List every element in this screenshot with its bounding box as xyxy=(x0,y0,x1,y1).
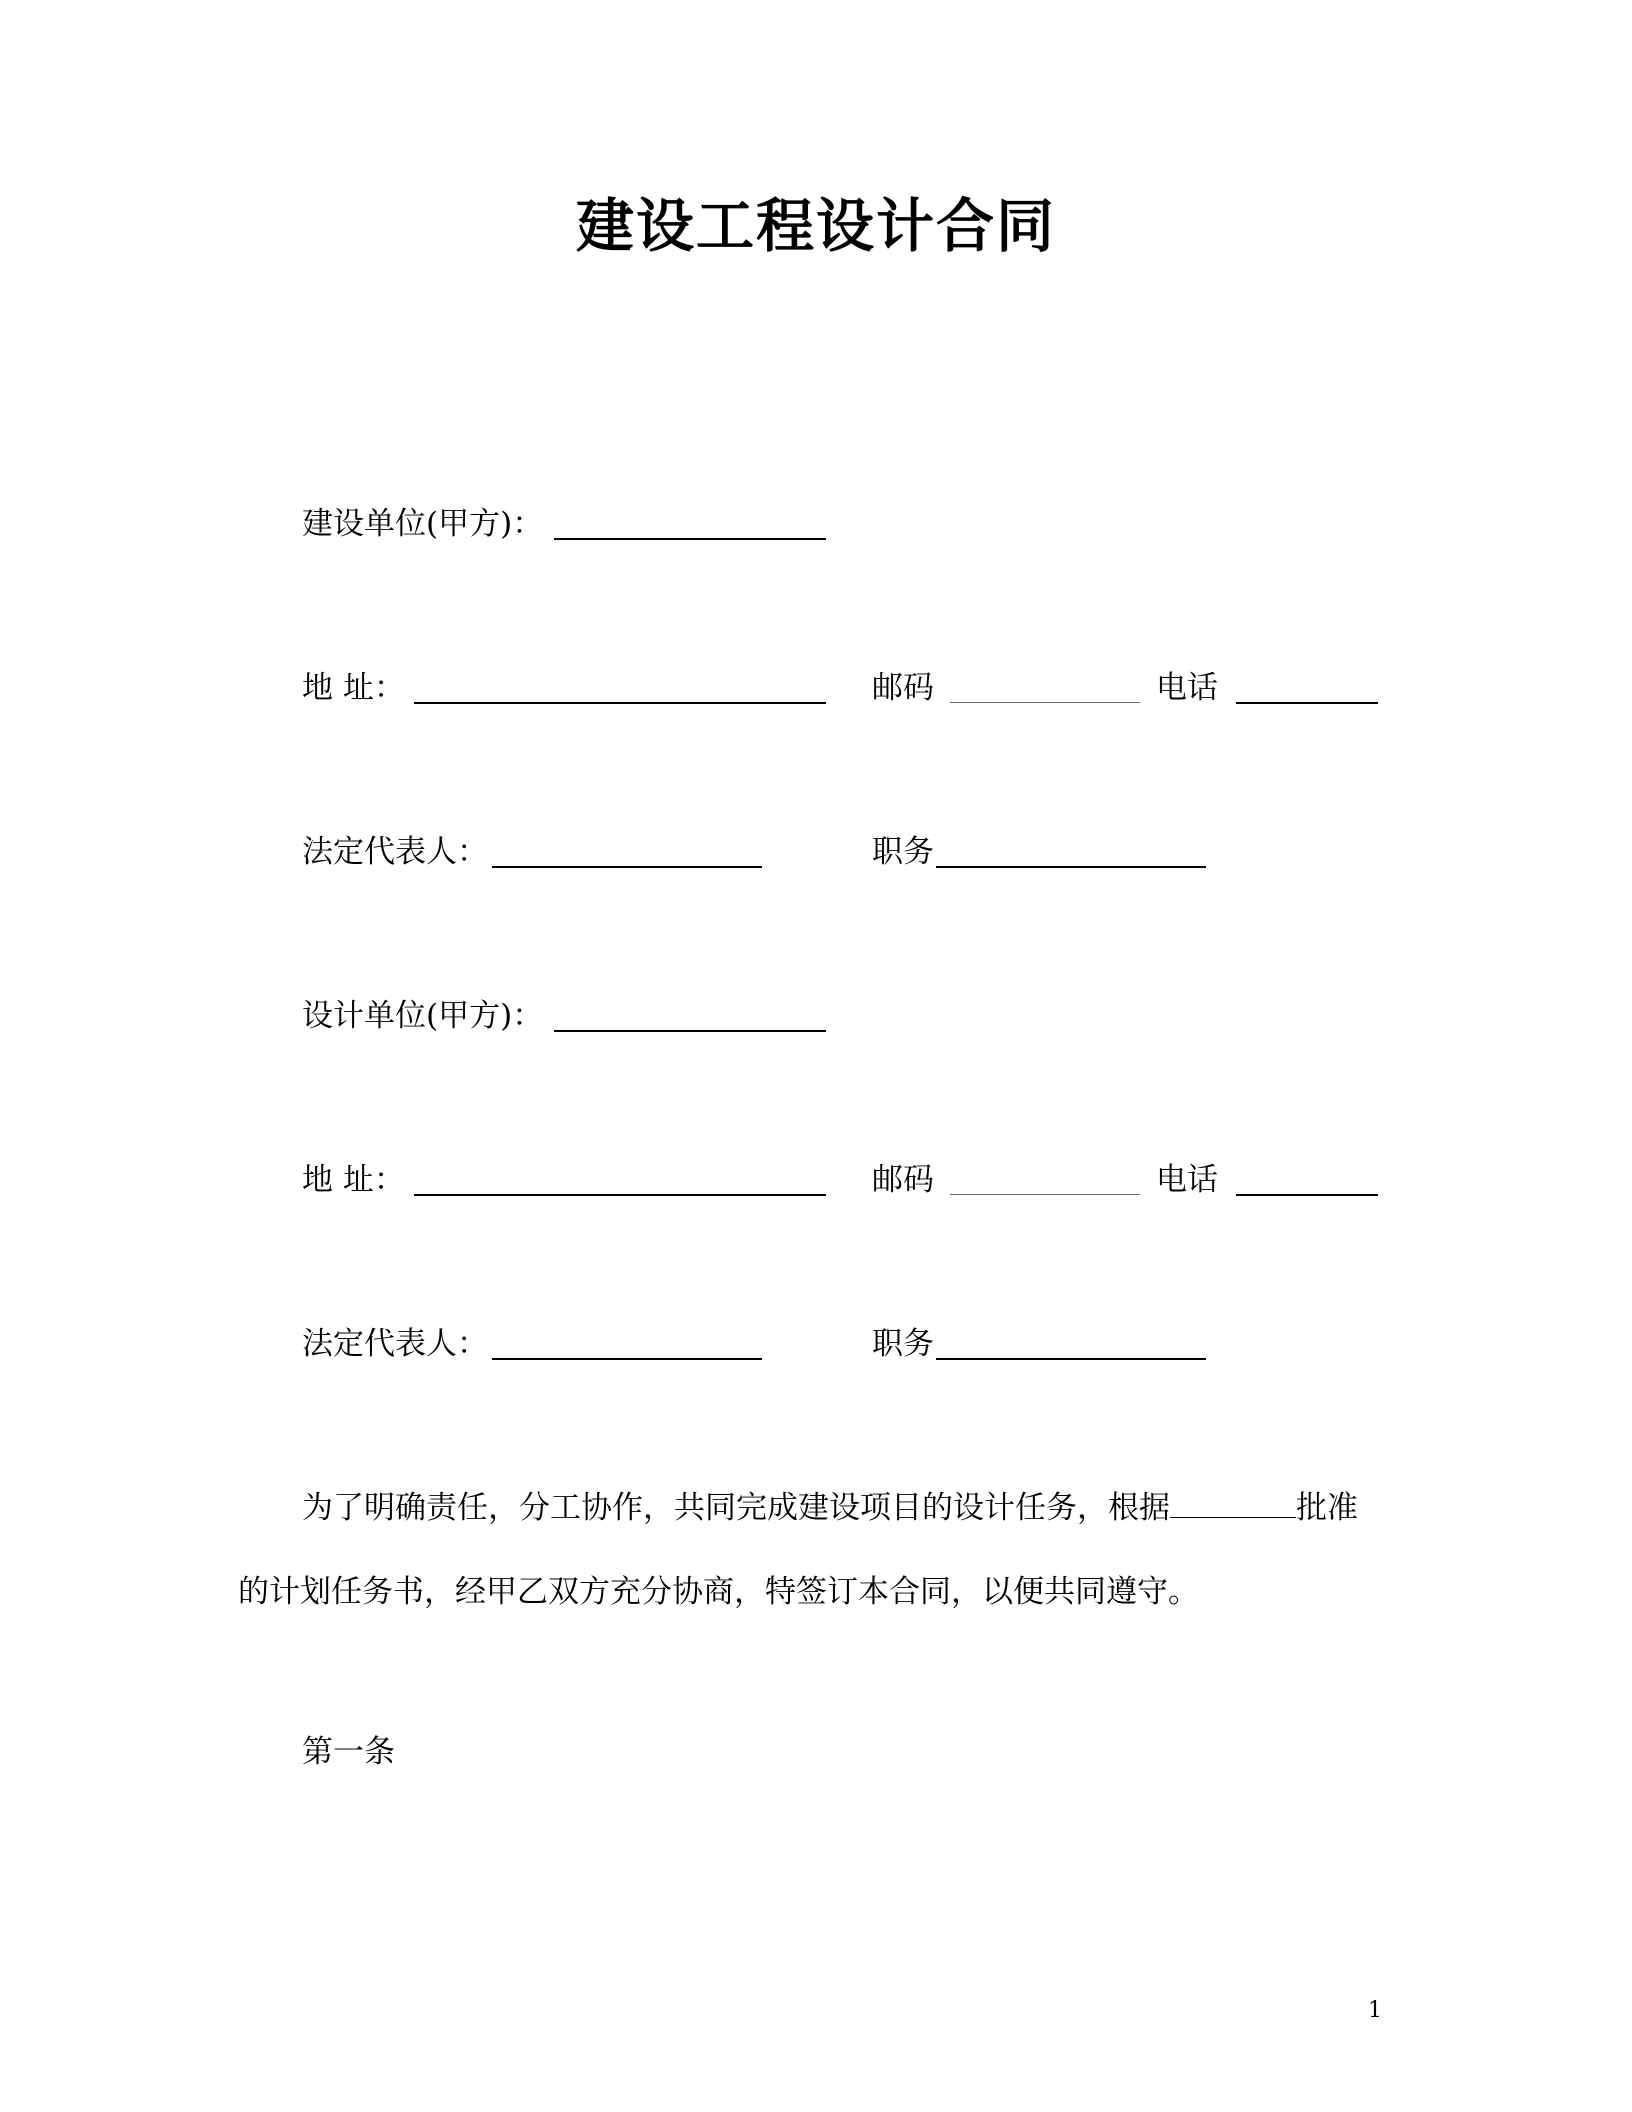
party-a-postcode-field[interactable] xyxy=(950,702,1140,703)
party-b-address-label: 地 址： xyxy=(302,1162,405,1198)
party-a-position-field[interactable] xyxy=(936,866,1206,868)
party-a-unit-field[interactable] xyxy=(554,538,826,540)
party-a-postcode-label: 邮码 xyxy=(872,670,934,706)
page-number: 1 xyxy=(1368,1998,1382,2023)
party-a-address-label: 地 址： xyxy=(302,670,405,706)
party-a-unit-label: 建设单位(甲方)： xyxy=(302,506,544,542)
party-b-position-field[interactable] xyxy=(936,1358,1206,1360)
party-b-phone-label: 电话 xyxy=(1156,1162,1218,1198)
intro-paragraph-line-2: 的计划任务书，经甲乙双方充分协商，特签订本合同，以便共同遵守。 xyxy=(238,1574,1199,1610)
party-b-postcode-field[interactable] xyxy=(950,1194,1140,1195)
party-b-legal-rep-field[interactable] xyxy=(492,1358,762,1360)
approval-authority-blank[interactable] xyxy=(1170,1491,1296,1518)
party-b-postcode-label: 邮码 xyxy=(872,1162,934,1198)
party-a-address-field[interactable] xyxy=(414,702,826,704)
intro-text-before-blank: 为了明确责任，分工协作，共同完成建设项目的设计任务，根据 xyxy=(302,1490,1170,1526)
party-b-position-label: 职务 xyxy=(872,1326,934,1362)
party-a-legal-rep-label: 法定代表人： xyxy=(302,834,488,870)
party-a-legal-rep-field[interactable] xyxy=(492,866,762,868)
party-b-address-field[interactable] xyxy=(414,1194,826,1196)
article-1-heading: 第一条 xyxy=(302,1734,395,1770)
party-b-legal-rep-label: 法定代表人： xyxy=(302,1326,488,1362)
party-a-phone-label: 电话 xyxy=(1156,670,1218,706)
party-a-phone-field[interactable] xyxy=(1236,702,1378,704)
party-a-position-label: 职务 xyxy=(872,834,934,870)
intro-text-after-blank: 批准 xyxy=(1296,1490,1358,1526)
party-b-unit-label: 设计单位(甲方)： xyxy=(302,998,544,1034)
party-b-phone-field[interactable] xyxy=(1236,1194,1378,1196)
party-b-unit-field[interactable] xyxy=(554,1030,826,1032)
document-title: 建设工程设计合同 xyxy=(575,192,1056,260)
intro-paragraph-line-1 xyxy=(302,1486,1358,1530)
